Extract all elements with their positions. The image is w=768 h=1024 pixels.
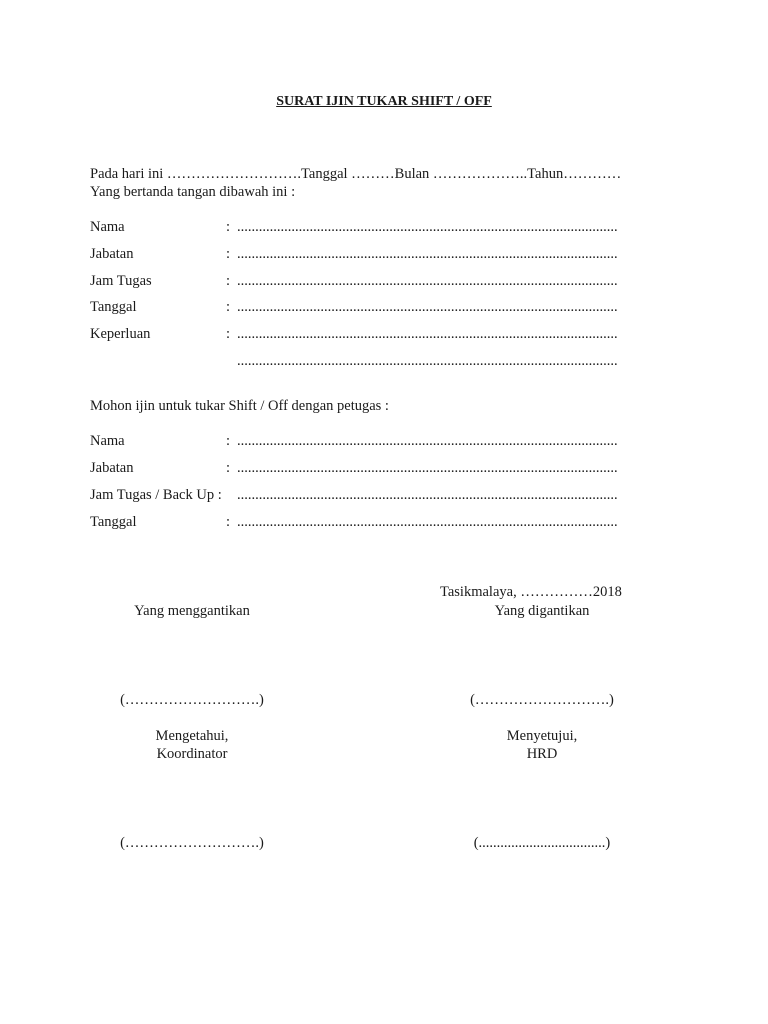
replacer-signature-blank[interactable]: (……………………….) xyxy=(120,692,264,708)
field-label: Tanggal xyxy=(90,514,137,530)
field-blank[interactable]: ......................................................................................................... xyxy=(237,219,618,235)
form-row-keperluan xyxy=(90,325,650,343)
place-date: Tasikmalaya, ……………2018 xyxy=(440,584,622,600)
field-blank[interactable]: ......................................................................................................... xyxy=(237,273,618,289)
approve-role: HRD xyxy=(526,746,558,762)
field-label: Keperluan xyxy=(90,326,151,342)
field-blank[interactable]: ......................................................................................................... xyxy=(237,299,618,315)
form-row-jabatan xyxy=(90,245,650,263)
field-label: Nama xyxy=(90,219,125,235)
field-label: Tanggal xyxy=(90,299,137,315)
form-row-petugas-tanggal xyxy=(90,513,650,531)
form-row-petugas-jam-tugas xyxy=(90,486,650,504)
field-colon: : xyxy=(226,219,231,235)
field-colon: : xyxy=(226,326,231,342)
field-blank[interactable]: ......................................................................................................... xyxy=(237,460,618,476)
field-colon: : xyxy=(226,246,231,262)
field-label: Jam Tugas / Back Up : xyxy=(90,487,222,503)
field-blank[interactable]: ......................................................................................................... xyxy=(237,433,618,449)
field-label: Jam Tugas xyxy=(90,273,152,289)
field-label: Nama xyxy=(90,433,125,449)
field-label: Jabatan xyxy=(90,460,134,476)
request-text: Mohon ijin untuk tukar Shift / Off dengan petugas : xyxy=(90,398,389,414)
field-blank[interactable]: ......................................................................................................... xyxy=(237,514,618,530)
acknowledge-role: Koordinator xyxy=(156,746,228,762)
field-colon: : xyxy=(226,433,231,449)
field-colon: : xyxy=(226,460,231,476)
acknowledge-label: Mengetahui, xyxy=(155,728,229,744)
replaced-signature-blank[interactable]: (……………………….) xyxy=(470,692,614,708)
form-row-tanggal xyxy=(90,298,650,316)
field-colon: : xyxy=(226,273,231,289)
intro-signer-line: Yang bertanda tangan dibawah ini : xyxy=(90,184,296,200)
intro-date-line: Pada hari ini ……………………….Tanggal ………Bulan ………………..Tahun………… xyxy=(90,166,622,182)
replaced-heading: Yang digantikan xyxy=(494,603,590,619)
form-row-petugas-jabatan xyxy=(90,459,650,477)
field-colon: : xyxy=(226,514,231,530)
field-blank[interactable]: ......................................................................................................... xyxy=(237,326,618,342)
approve-label: Menyetujui, xyxy=(506,728,578,744)
field-blank[interactable]: ......................................................................................................... xyxy=(237,353,618,369)
field-label: Jabatan xyxy=(90,246,134,262)
form-row-jam-tugas xyxy=(90,272,650,290)
form-row-nama xyxy=(90,218,650,236)
form-row-petugas-nama xyxy=(90,432,650,450)
field-blank[interactable]: ......................................................................................................... xyxy=(237,487,618,503)
field-colon: : xyxy=(226,299,231,315)
approve-signature-blank[interactable]: (...................................) xyxy=(473,835,611,851)
acknowledge-signature-blank[interactable]: (……………………….) xyxy=(120,835,264,851)
form-row-keperluan-continued xyxy=(90,352,650,370)
document-title: SURAT IJIN TUKAR SHIFT / OFF xyxy=(276,94,492,109)
replacer-heading: Yang menggantikan xyxy=(134,603,250,619)
field-blank[interactable]: ......................................................................................................... xyxy=(237,246,618,262)
